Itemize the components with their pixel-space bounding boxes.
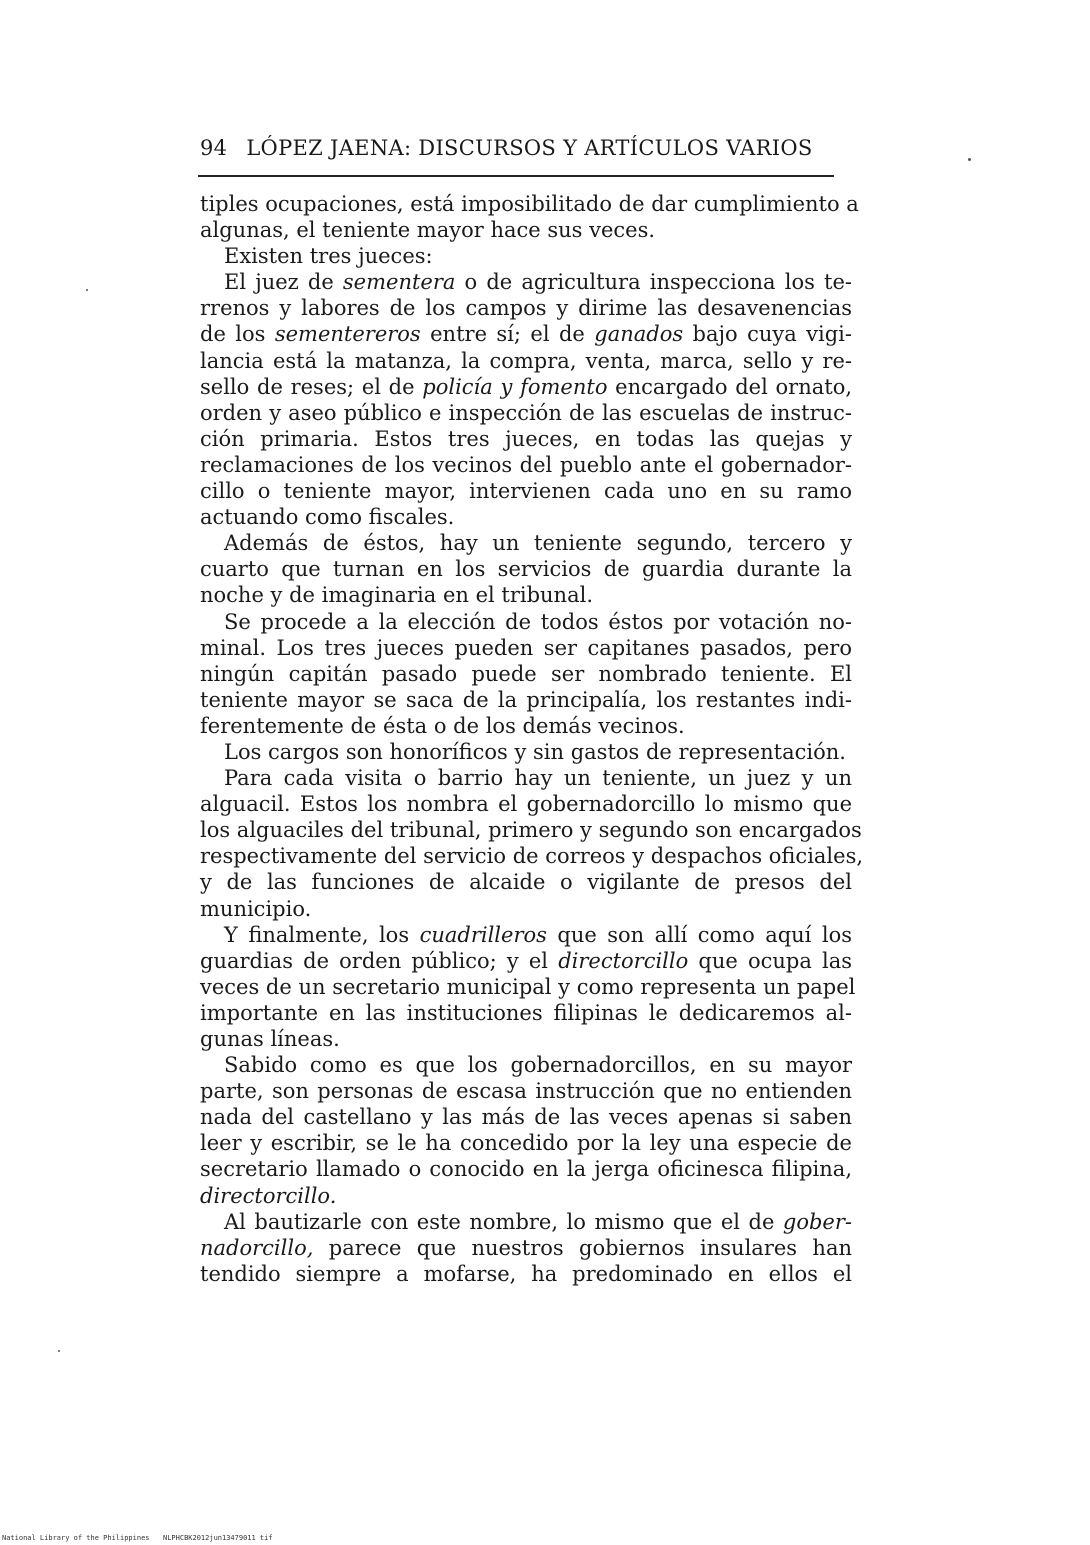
text-line: leer y escribir, se le ha concedido por la ley una especie de [200, 1131, 852, 1156]
header-rule [198, 175, 834, 177]
text-line: de los sementereros entre sí; el de ganados bajo cuya vigi- [200, 322, 852, 347]
text-line: Al bautizarle con este nombre, lo mismo que el de gober- [224, 1209, 852, 1234]
text-line: orden y aseo público e inspección de las escuelas de instruc- [200, 400, 852, 425]
italic-term: policía y fomento [422, 374, 608, 399]
text-line: respectivamente del servicio de correos y despachos oficiales, [200, 844, 864, 869]
text-line [200, 1183, 852, 1209]
italic-term: gober- [782, 1209, 852, 1234]
text-line: lancia está la matanza, la compra, venta, marca, sello y re- [200, 348, 852, 373]
text-line: Para cada visita o barrio hay un teniente, un juez y un [224, 766, 852, 791]
text-line: nada del castellano y las más de las veces apenas si saben [200, 1105, 852, 1130]
page-number: 94 [200, 136, 228, 160]
text-line: nadorcillo, parece que nuestros gobiernos insulares han [200, 1235, 852, 1260]
scan-speck [86, 289, 88, 291]
text-line: rrenos y labores de los campos y dirime las desavenencias [200, 296, 852, 321]
italic-term: cuadrilleros [419, 922, 547, 947]
text-line: teniente mayor se saca de la principalía, los restantes indi- [200, 687, 852, 712]
text-line: guardias de orden público; y el directorcillo que ocupa las [200, 948, 853, 973]
text-line: cuarto que turnan en los servicios de guardia durante la [200, 557, 852, 582]
footer-library-stamp: National Library of the Philippines [2, 1534, 150, 1542]
text-line: reclamaciones de los vecinos del pueblo ante el gobernador- [200, 452, 852, 477]
text-line: tendido siempre a mofarse, ha predominado en ellos el [200, 1261, 852, 1286]
text-line: tiples ocupaciones, está imposibilitado de dar cumplimiento a [200, 192, 859, 216]
text-line: actuando como fiscales. [200, 505, 455, 530]
italic-term: sementera [342, 270, 456, 295]
running-title: LÓPEZ JAENA: DISCURSOS Y ARTÍCULOS VARIOS [246, 136, 813, 160]
text-line: noche y de imaginaria en el tribunal. [200, 583, 593, 608]
italic-term: ganados [594, 322, 684, 347]
text-line: ningún capitán pasado puede ser nombrado teniente. El [200, 661, 852, 686]
text-line: y de las funciones de alcaide o vigilante de presos del [200, 870, 852, 895]
text-line: veces de un secretario municipal y como representa un papel [200, 974, 856, 999]
text-line: gunas líneas. [200, 1027, 340, 1051]
italic-term: sementereros [274, 322, 421, 347]
text-line: Se procede a la elección de todos éstos por votación no- [224, 609, 852, 634]
text-line: minal. Los tres jueces pueden ser capitanes pasados, pero [200, 635, 852, 660]
text-line: Sabido como es que los gobernadorcillos, en su mayor [224, 1053, 852, 1078]
text-line: Y finalmente, los cuadrilleros que son allí como aquí los [224, 922, 852, 947]
text-line: sello de reses; el de policía y fomento encargado del ornato, [200, 374, 853, 399]
text-line: algunas, el teniente mayor hace sus veces. [200, 218, 656, 243]
text-line: importante en las instituciones filipinas le dedicaremos al- [200, 1000, 852, 1025]
italic-term: nadorcillo, [200, 1235, 314, 1260]
text-line: municipio. [200, 896, 312, 921]
running-head [200, 136, 813, 160]
text-line: parte, son personas de escasa instrucción que no entienden [200, 1079, 852, 1104]
scan-speck [58, 1350, 60, 1352]
text-line: alguacil. Estos los nombra el gobernadorcillo lo mismo que [200, 792, 852, 817]
text-line: cillo o teniente mayor, intervienen cada uno en su ramo [200, 479, 852, 504]
footer-file-id: NLPHCBK2012jun13479011 tif [163, 1534, 273, 1542]
text-line: El juez de sementera o de agricultura inspecciona los te- [224, 270, 852, 295]
text-line: secretario llamado o conocido en la jerga oficinesca filipina, [200, 1157, 852, 1182]
text-line: Además de éstos, hay un teniente segundo, tercero y [224, 531, 852, 556]
scan-speck [968, 158, 971, 161]
text-line: ción primaria. Estos tres jueces, en todas las quejas y [200, 426, 852, 451]
text-line: Existen tres jueces: [224, 244, 433, 269]
italic-term: directorcillo. [200, 1183, 337, 1208]
text-line: Los cargos son honoríficos y sin gastos de representación. [224, 739, 846, 764]
italic-term: directorcillo [558, 948, 689, 973]
text-line: ferentemente de ésta o de los demás vecinos. [200, 713, 685, 738]
text-line: los alguaciles del tribunal, primero y segundo son encargados [200, 818, 862, 843]
body-text [200, 191, 864, 1287]
